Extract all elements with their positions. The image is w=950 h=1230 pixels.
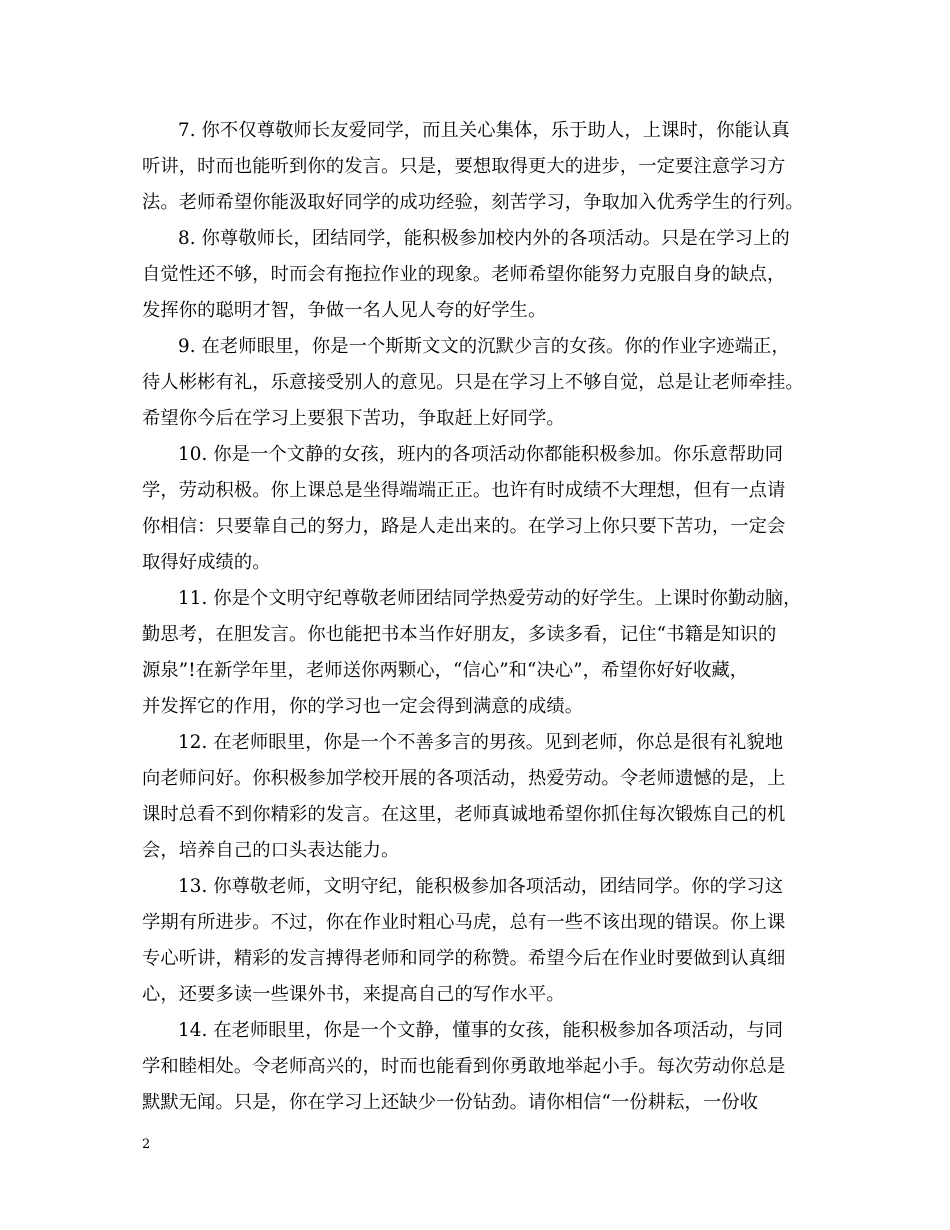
paragraph-line: 自觉性还不够，时而会有拖拉作业的现象。老师希望你能努力克服自身的缺点， (142, 264, 786, 285)
paragraph-line: 14. 在老师眼里，你是一个文静，懂事的女孩，能积极参加各项活动，与同 (178, 1020, 784, 1041)
paragraph-line: 专心听讲，精彩的发言搏得老师和同学的称赞。希望今后在作业时要做到认真细 (142, 948, 786, 969)
paragraph-line: 取得好成绩的。 (142, 552, 271, 573)
paragraph-line: 向老师问好。你积极参加学校开展的各项活动，热爱劳动。令老师遗憾的是，上 (142, 768, 786, 789)
paragraph-line: 学，劳动积极。你上课总是坐得端端正正。也许有时成绩不大理想，但有一点请 (142, 480, 786, 501)
paragraph-line: 待人彬彬有礼，乐意接受别人的意见。只是在学习上不够自觉，总是让老师牵挂。 (142, 372, 804, 393)
page-number: 2 (142, 1137, 151, 1152)
paragraph-line: 学期有所进步。不过，你在作业时粗心马虎，总有一些不该出现的错误。你上课 (142, 912, 786, 933)
paragraph-line: 勤思考，在胆发言。你也能把书本当作好朋友，多读多看，记住“书籍是知识的 (142, 624, 777, 645)
paragraph-line: 课时总看不到你精彩的发言。在这里，老师真诚地希望你抓住每次锻炼自己的机 (142, 804, 786, 825)
paragraph-line: 心，还要多读一些课外书，来提高自己的写作水平。 (142, 984, 565, 1005)
paragraph-line: 源泉”!在新学年里，老师送你两颗心，“信心”和“决心”，希望你好好收藏， (142, 660, 749, 681)
paragraph-line: 10. 你是一个文静的女孩，班内的各项活动你都能积极参加。你乐意帮助同 (178, 444, 784, 465)
paragraph-line: 你相信：只要靠自己的努力，路是人走出来的。在学习上你只要下苦功，一定会 (142, 516, 786, 537)
paragraph-line: 13. 你尊敬老师，文明守纪，能积极参加各项活动，团结同学。你的学习这 (178, 876, 784, 897)
paragraph-line: 7. 你不仅尊敬师长友爱同学，而且关心集体，乐于助人，上课时，你能认真 (178, 120, 790, 141)
paragraph-line: 希望你今后在学习上要狠下苦功，争取赶上好同学。 (142, 408, 565, 429)
paragraph-line: 会，培养自己的口头表达能力。 (142, 840, 400, 861)
paragraph-line: 并发挥它的作用，你的学习也一定会得到满意的成绩。 (142, 696, 584, 717)
paragraph-line: 法。老师希望你能汲取好同学的成功经验，刻苦学习，争取加入优秀学生的行列。 (142, 192, 804, 213)
paragraph-line: 8. 你尊敬师长，团结同学，能积极参加校内外的各项活动。只是在学习上的 (178, 228, 790, 249)
paragraph-line: 发挥你的聪明才智，争做一名人见人夸的好学生。 (142, 300, 547, 321)
paragraph-line: 默默无闻。只是，你在学习上还缺少一份钻劲。请你相信“一份耕耘，一份收 (142, 1092, 759, 1113)
paragraph-line: 11. 你是个文明守纪尊敬老师团结同学热爱劳动的好学生。上课时你勤动脑， (178, 588, 802, 609)
paragraph-line: 9. 在老师眼里，你是一个斯斯文文的沉默少言的女孩。你的作业字迹端正， (178, 336, 790, 357)
paragraph-line: 学和睦相处。令老师高兴的，时而也能看到你勇敢地举起小手。每次劳动你总是 (142, 1056, 786, 1077)
paragraph-line: 12. 在老师眼里，你是一个不善多言的男孩。见到老师，你总是很有礼貌地 (178, 732, 784, 753)
paragraph-line: 听讲，时而也能听到你的发言。只是，要想取得更大的进步，一定要注意学习方 (142, 156, 786, 177)
